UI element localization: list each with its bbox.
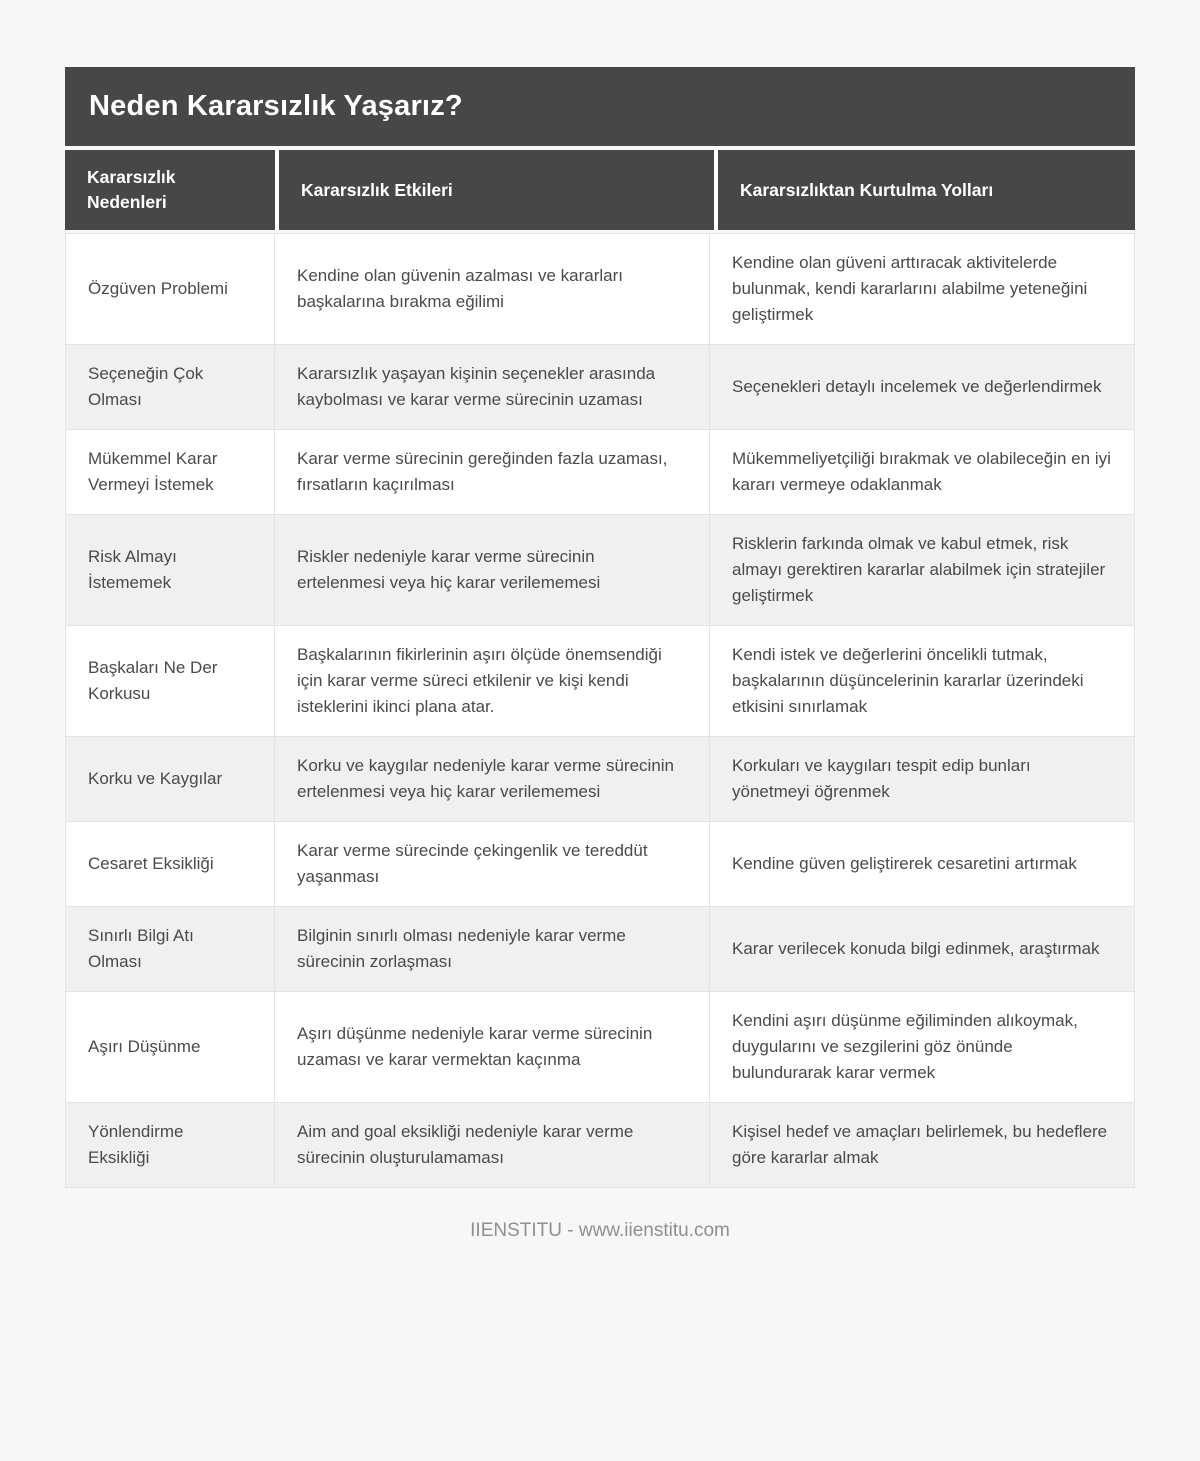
column-header-solutions: Kararsızlıktan Kurtulma Yolları — [718, 150, 1135, 230]
solution-cell: Kendi istek ve değerlerini öncelikli tutmak, başkalarının düşüncelerinin kararlar üzerindeki etkisini sınırlamak — [710, 626, 1135, 737]
column-header-effects: Kararsızlık Etkileri — [279, 150, 714, 230]
cause-cell: Başkaları Ne Der Korkusu — [65, 626, 275, 737]
table-row — [65, 907, 1135, 992]
effect-cell: Karar verme sürecinde çekingenlik ve tereddüt yaşanması — [275, 822, 710, 907]
cause-cell: Özgüven Problemi — [65, 233, 275, 345]
table-header-row — [65, 150, 1135, 230]
solution-cell: Seçenekleri detaylı incelemek ve değerlendirmek — [710, 345, 1135, 430]
solution-cell: Mükemmeliyetçiliği bırakmak ve olabileceğin en iyi kararı vermeye odaklanmak — [710, 430, 1135, 515]
effect-cell: Karar verme sürecinin gereğinden fazla uzaması, fırsatların kaçırılması — [275, 430, 710, 515]
solution-cell: Korkuları ve kaygıları tespit edip bunları yönetmeyi öğrenmek — [710, 737, 1135, 822]
table-row — [65, 515, 1135, 626]
effect-cell: Kendine olan güvenin azalması ve kararları başkalarına bırakma eğilimi — [275, 233, 710, 345]
cause-cell: Mükemmel Karar Vermeyi İstemek — [65, 430, 275, 515]
table-body — [65, 233, 1135, 1188]
table-row — [65, 737, 1135, 822]
effect-cell: Aim and goal eksikliği nedeniyle karar verme sürecinin oluşturulamaması — [275, 1103, 710, 1188]
solution-cell: Kendine olan güveni arttıracak aktivitelerde bulunmak, kendi kararlarını alabilme yeteneğini geliştirmek — [710, 233, 1135, 345]
effect-cell: Başkalarının fikirlerinin aşırı ölçüde önemsendiği için karar verme süreci etkilenir ve kişi kendi isteklerini ikinci plana atar. — [275, 626, 710, 737]
effect-cell: Bilginin sınırlı olması nedeniyle karar verme sürecinin zorlaşması — [275, 907, 710, 992]
page-title: Neden Kararsızlık Yaşarız? — [89, 90, 463, 122]
effect-cell: Kararsızlık yaşayan kişinin seçenekler arasında kaybolması ve karar verme sürecinin uzaması — [275, 345, 710, 430]
table-row — [65, 345, 1135, 430]
solution-cell: Kendini aşırı düşünme eğiliminden alıkoymak, duygularını ve sezgilerini göz önünde bulundurarak karar vermek — [710, 992, 1135, 1103]
indecision-table — [65, 0, 1135, 1188]
cause-cell: Risk Almayı İstememek — [65, 515, 275, 626]
effect-cell: Riskler nedeniyle karar verme sürecinin ertelenmesi veya hiç karar verilememesi — [275, 515, 710, 626]
table-row — [65, 233, 1135, 345]
cause-cell: Seçeneğin Çok Olması — [65, 345, 275, 430]
table-row — [65, 992, 1135, 1103]
footer-credit: IIENSTITU - www.iienstitu.com — [470, 1220, 730, 1241]
solution-cell: Kişisel hedef ve amaçları belirlemek, bu hedeflere göre kararlar almak — [710, 1103, 1135, 1188]
cause-cell: Sınırlı Bilgi Atı Olması — [65, 907, 275, 992]
cause-cell: Yönlendirme Eksikliği — [65, 1103, 275, 1188]
table-title-banner — [65, 67, 1135, 146]
cause-cell: Aşırı Düşünme — [65, 992, 275, 1103]
table-row — [65, 626, 1135, 737]
solution-cell: Kendine güven geliştirerek cesaretini artırmak — [710, 822, 1135, 907]
cause-cell: Cesaret Eksikliği — [65, 822, 275, 907]
cause-cell: Korku ve Kaygılar — [65, 737, 275, 822]
solution-cell: Risklerin farkında olmak ve kabul etmek, risk almayı gerektiren kararlar alabilmek için stratejiler geliştirmek — [710, 515, 1135, 626]
solution-cell: Karar verilecek konuda bilgi edinmek, araştırmak — [710, 907, 1135, 992]
table-row — [65, 822, 1135, 907]
column-header-causes: Kararsızlık Nedenleri — [65, 150, 275, 230]
table-row — [65, 1103, 1135, 1188]
table-row — [65, 430, 1135, 515]
effect-cell: Korku ve kaygılar nedeniyle karar verme sürecinin ertelenmesi veya hiç karar verilememesi — [275, 737, 710, 822]
effect-cell: Aşırı düşünme nedeniyle karar verme sürecinin uzaması ve karar vermektan kaçınma — [275, 992, 710, 1103]
